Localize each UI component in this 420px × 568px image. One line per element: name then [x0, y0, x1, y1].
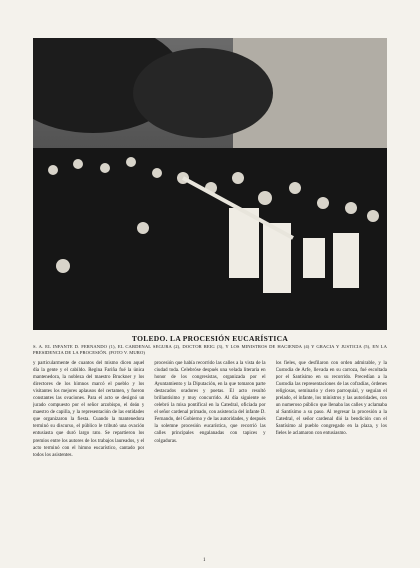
page-number: 1: [203, 558, 206, 563]
article-column-2: procesión que había recorrido las calles a la vista de la ciudad toda. Celebróse después una velada literaria en honor de los congresistas, organizada por el Ayuntamiento y la Diputación, en la que tomaron parte destacados oradores y poetas. El acto resultó brillantísimo y muy concurrido. Al día siguiente se celebró la misa pontifical en la Catedral, oficiada por el señor cardenal primado, con asistencia del infante D. Fernando, del Gobierno y de las autoridades, y después la solemne procesión eucarística, que recorrió las calles principales engalanadas con tapices y colgaduras.: [154, 361, 266, 444]
photo-caption-text: S. A. EL INFANTE D. FERNANDO (1), EL CARDENAL SEGURA (2), DOCTOR REIG (3), Y LOS MINISTROS DE HACIENDA (4) Y GRACIA Y JUSTICIA (5), EN LA PRESIDENCIA DE LA PROCESIÓN. (FOTO V. MURO): [33, 344, 387, 355]
procession-photo: [33, 38, 387, 330]
article-column-3: los fieles, que desfilaron con orden admirable, y la Custodia de Arfe, llevada en su carroza, fué escoltada por el Santísimo en su recorrido. Precedían a la Custodia las representaciones de las cofradías, órdenes religiosas, seminario y clero parroquial, y seguían el prelado, el infante, los ministros y las autoridades, con un numeroso público que llenaba las calles y aclamaba al Santísimo a su paso. Al regresar la procesión a la Catedral, el señor cardenal dió la bendición con el Santísimo al pueblo congregado en la plaza, y los fieles le aclamaron con entusiasmo.: [275, 361, 387, 437]
article-columns: [33, 360, 387, 556]
procession-photo-image: [33, 38, 387, 330]
article-column-1: y particularmente de cuantos del mismo dicen aquel día la gente y el cabildo. Regina Fariña fué la única mantenedora, la nobleza del maestro Bruckner y los directores de los himnos marcó el pueblo y los visitantes los mejores aplausos del certamen, y fueron constantes las ovaciones. Para el acto se designó un jurado compuesto por el señor arzobispo, el deán y maestro de capilla, y la representación de las entidades que organizaron la fiesta. Cuando la mantenedora terminó su discurso, el público le tributó una ovación entusiasta que duró largo rato. Se repartieron los premios entre los autores de los trabajos laureados, y el acto terminó con el himno eucarístico, cantado por todos los asistentes.: [33, 361, 145, 458]
photo-caption-title: TOLEDO. LA PROCESIÓN EUCARÍSTICA: [131, 334, 289, 343]
